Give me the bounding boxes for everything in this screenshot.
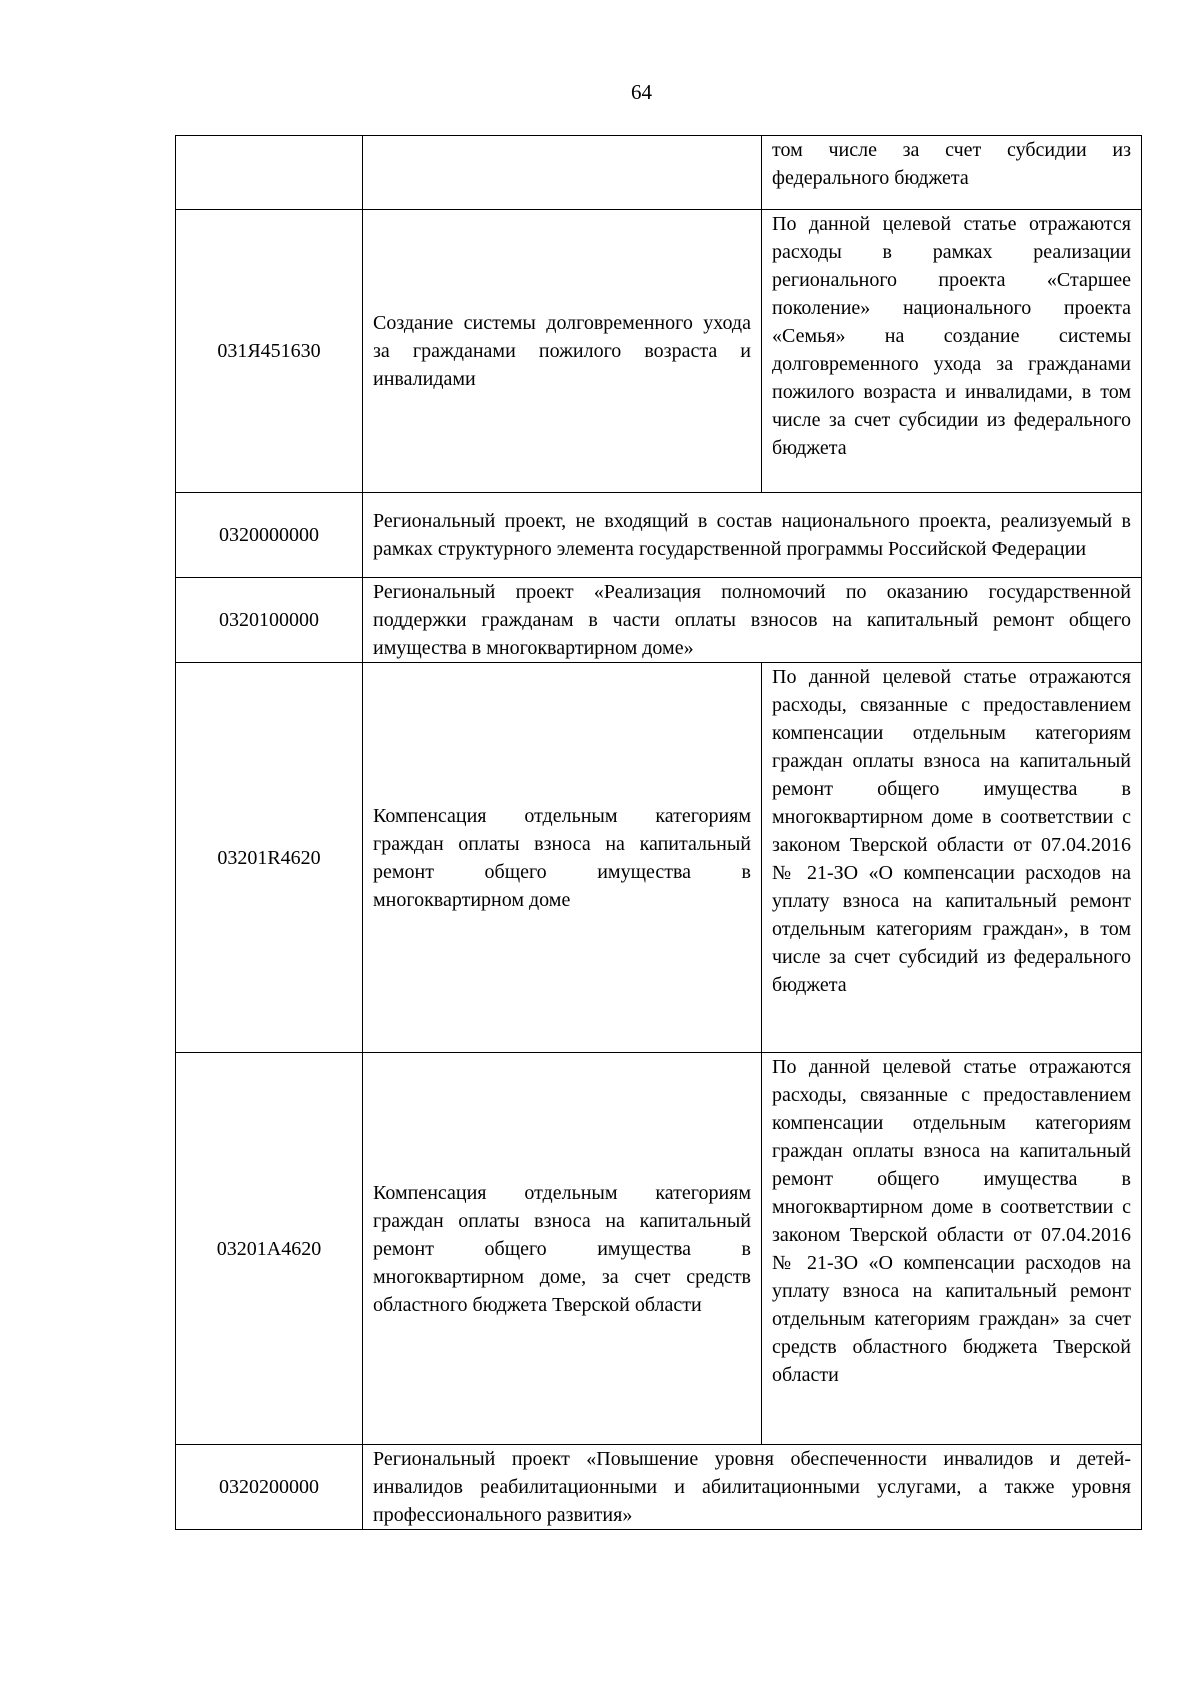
row-code: 031Я451630 (176, 210, 363, 493)
row-project-title: Региональный проект «Реализация полномочий по оказанию государственной поддержки гражданам в части оплаты взносов на капитальный ремонт общего имущества в многоквартирном доме» (363, 578, 1142, 663)
target-articles-table (175, 135, 1142, 1530)
row-project-title: Региональный проект «Повышение уровня обеспеченности инвалидов и детей-инвалидов реабилитационными и абилитационными услугами, а также уровня профессионального развития» (363, 1445, 1142, 1530)
table-row (176, 1053, 1142, 1445)
table-row (176, 493, 1142, 578)
page-number: 64 (631, 80, 652, 104)
row-code: 0320000000 (176, 493, 363, 578)
row-code: 03201А4620 (176, 1053, 363, 1445)
row-name: Компенсация отдельным категориям граждан оплаты взноса на капитальный ремонт общего имущества в многоквартирном доме (363, 663, 762, 1053)
row-name: Компенсация отдельным категориям граждан оплаты взноса на капитальный ремонт общего имущества в многоквартирном доме, за счет средств областного бюджета Тверской области (363, 1053, 762, 1445)
row-description: По данной целевой статье отражаются расходы, связанные с предоставлением компенсации отдельным категориям граждан оплаты взноса на капитальный ремонт общего имущества в многоквартирном доме в соответствии с законом Тверской области от 07.04.2016 № 21-ЗО «О компенсации расходов на уплату взноса на капитальный ремонт отдельным категориям граждан», в том числе за счет субсидий из федерального бюджета (762, 663, 1142, 1053)
row-code: 0320100000 (176, 578, 363, 663)
row-code: 03201R4620 (176, 663, 363, 1053)
row-code (176, 136, 363, 210)
row-description: По данной целевой статье отражаются расходы, связанные с предоставлением компенсации отдельным категориям граждан оплаты взноса на капитальный ремонт общего имущества в многоквартирном доме в соответствии с законом Тверской области от 07.04.2016 № 21-ЗО «О компенсации расходов на уплату взноса на капитальный ремонт отдельным категориям граждан» за счет средств областного бюджета Тверской области (762, 1053, 1142, 1445)
row-description: том числе за счет субсидии из федерального бюджета (762, 136, 1142, 210)
table-row (176, 578, 1142, 663)
table-row (176, 136, 1142, 210)
row-name (363, 136, 762, 210)
table-row (176, 1445, 1142, 1530)
table-row (176, 210, 1142, 493)
row-project-title: Региональный проект, не входящий в состав национального проекта, реализуемый в рамках структурного элемента государственной программы Российской Федерации (363, 493, 1142, 578)
row-name: Создание системы долговременного ухода за гражданами пожилого возраста и инвалидами (363, 210, 762, 493)
row-description: По данной целевой статье отражаются расходы в рамках реализации регионального проекта «Старшее поколение» национального проекта «Семья» на создание системы долговременного ухода за гражданами пожилого возраста и инвалидами, в том числе за счет субсидии из федерального бюджета (762, 210, 1142, 493)
table-row (176, 663, 1142, 1053)
row-code: 0320200000 (176, 1445, 363, 1530)
